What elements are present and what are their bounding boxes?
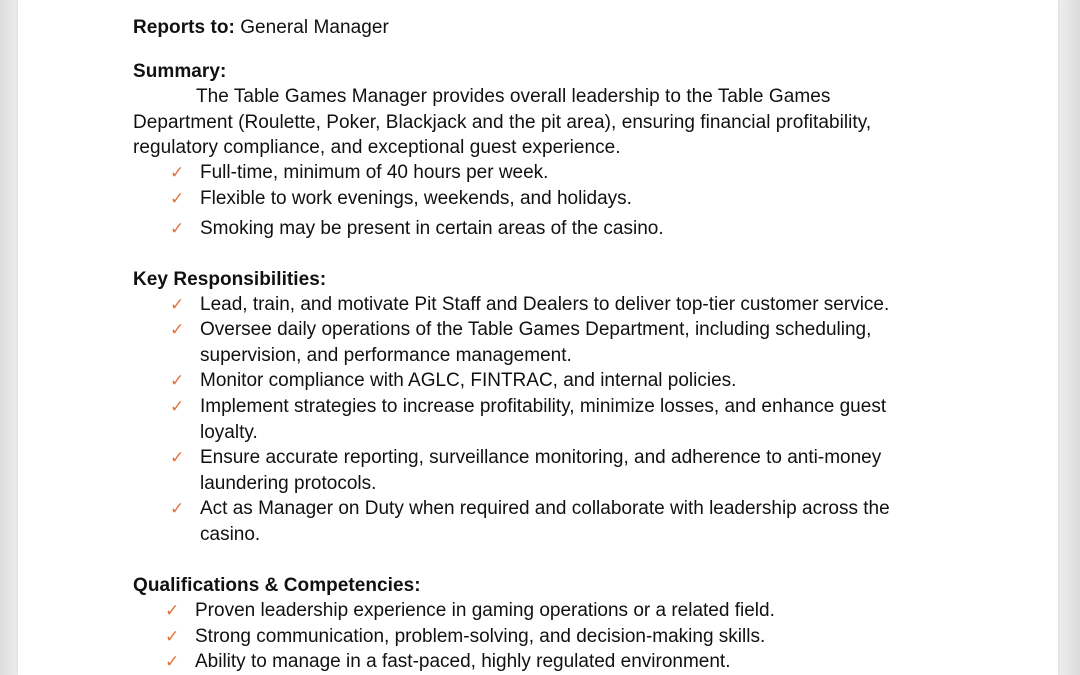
- reports-to-label: Reports to:: [133, 17, 235, 38]
- qualification-item: Proven leadership experience in gaming operations or a related field.: [195, 600, 775, 621]
- check-icon: ✓: [170, 219, 185, 239]
- qualification-item: Ability to manage in a fast-paced, highly regulated environment.: [195, 651, 731, 672]
- check-icon: ✓: [165, 627, 180, 647]
- responsibility-item: Oversee daily operations of the Table Games Department, including scheduling,: [200, 319, 872, 340]
- responsibility-item: Monitor compliance with AGLC, FINTRAC, and internal policies.: [200, 370, 737, 391]
- check-icon: ✓: [170, 397, 185, 417]
- responsibility-item: Act as Manager on Duty when required and collaborate with leadership across the: [200, 498, 890, 519]
- summary-item: Smoking may be present in certain areas of the casino.: [200, 218, 664, 239]
- page-edge-left: [0, 0, 18, 675]
- summary-paragraph-line: regulatory compliance, and exceptional guest experience.: [133, 137, 621, 158]
- check-icon: ✓: [170, 371, 185, 391]
- responsibility-item-continuation: laundering protocols.: [200, 473, 377, 494]
- summary-paragraph-line: Department (Roulette, Poker, Blackjack and the pit area), ensuring financial profitability,: [133, 112, 872, 133]
- qualification-item: Strong communication, problem-solving, and decision-making skills.: [195, 626, 766, 647]
- page-edge-right: [1058, 0, 1080, 675]
- summary-item: Flexible to work evenings, weekends, and holidays.: [200, 188, 632, 209]
- check-icon: ✓: [170, 448, 185, 468]
- responsibilities-heading: Key Responsibilities:: [133, 269, 327, 290]
- responsibility-item: Ensure accurate reporting, surveillance monitoring, and adherence to anti-money: [200, 447, 882, 468]
- responsibility-item: Lead, train, and motivate Pit Staff and Dealers to deliver top-tier customer service.: [200, 294, 890, 315]
- responsibility-item-continuation: loyalty.: [200, 422, 258, 443]
- check-icon: ✓: [165, 652, 180, 672]
- responsibility-item-continuation: supervision, and performance management.: [200, 345, 572, 366]
- responsibility-item-continuation: casino.: [200, 524, 261, 545]
- check-icon: ✓: [170, 295, 185, 315]
- summary-item: Full-time, minimum of 40 hours per week.: [200, 162, 549, 183]
- reports-to-line: [133, 17, 389, 39]
- summary-heading: Summary:: [133, 61, 227, 82]
- reports-to-value: General Manager: [234, 17, 389, 38]
- check-icon: ✓: [165, 601, 180, 621]
- summary-paragraph-line: The Table Games Manager provides overall leadership to the Table Games: [196, 86, 831, 107]
- check-icon: ✓: [170, 163, 185, 183]
- check-icon: ✓: [170, 499, 185, 519]
- check-icon: ✓: [170, 189, 185, 209]
- responsibility-item: Implement strategies to increase profitability, minimize losses, and enhance guest: [200, 396, 887, 417]
- qualifications-heading: Qualifications & Competencies:: [133, 575, 421, 596]
- check-icon: ✓: [170, 320, 185, 340]
